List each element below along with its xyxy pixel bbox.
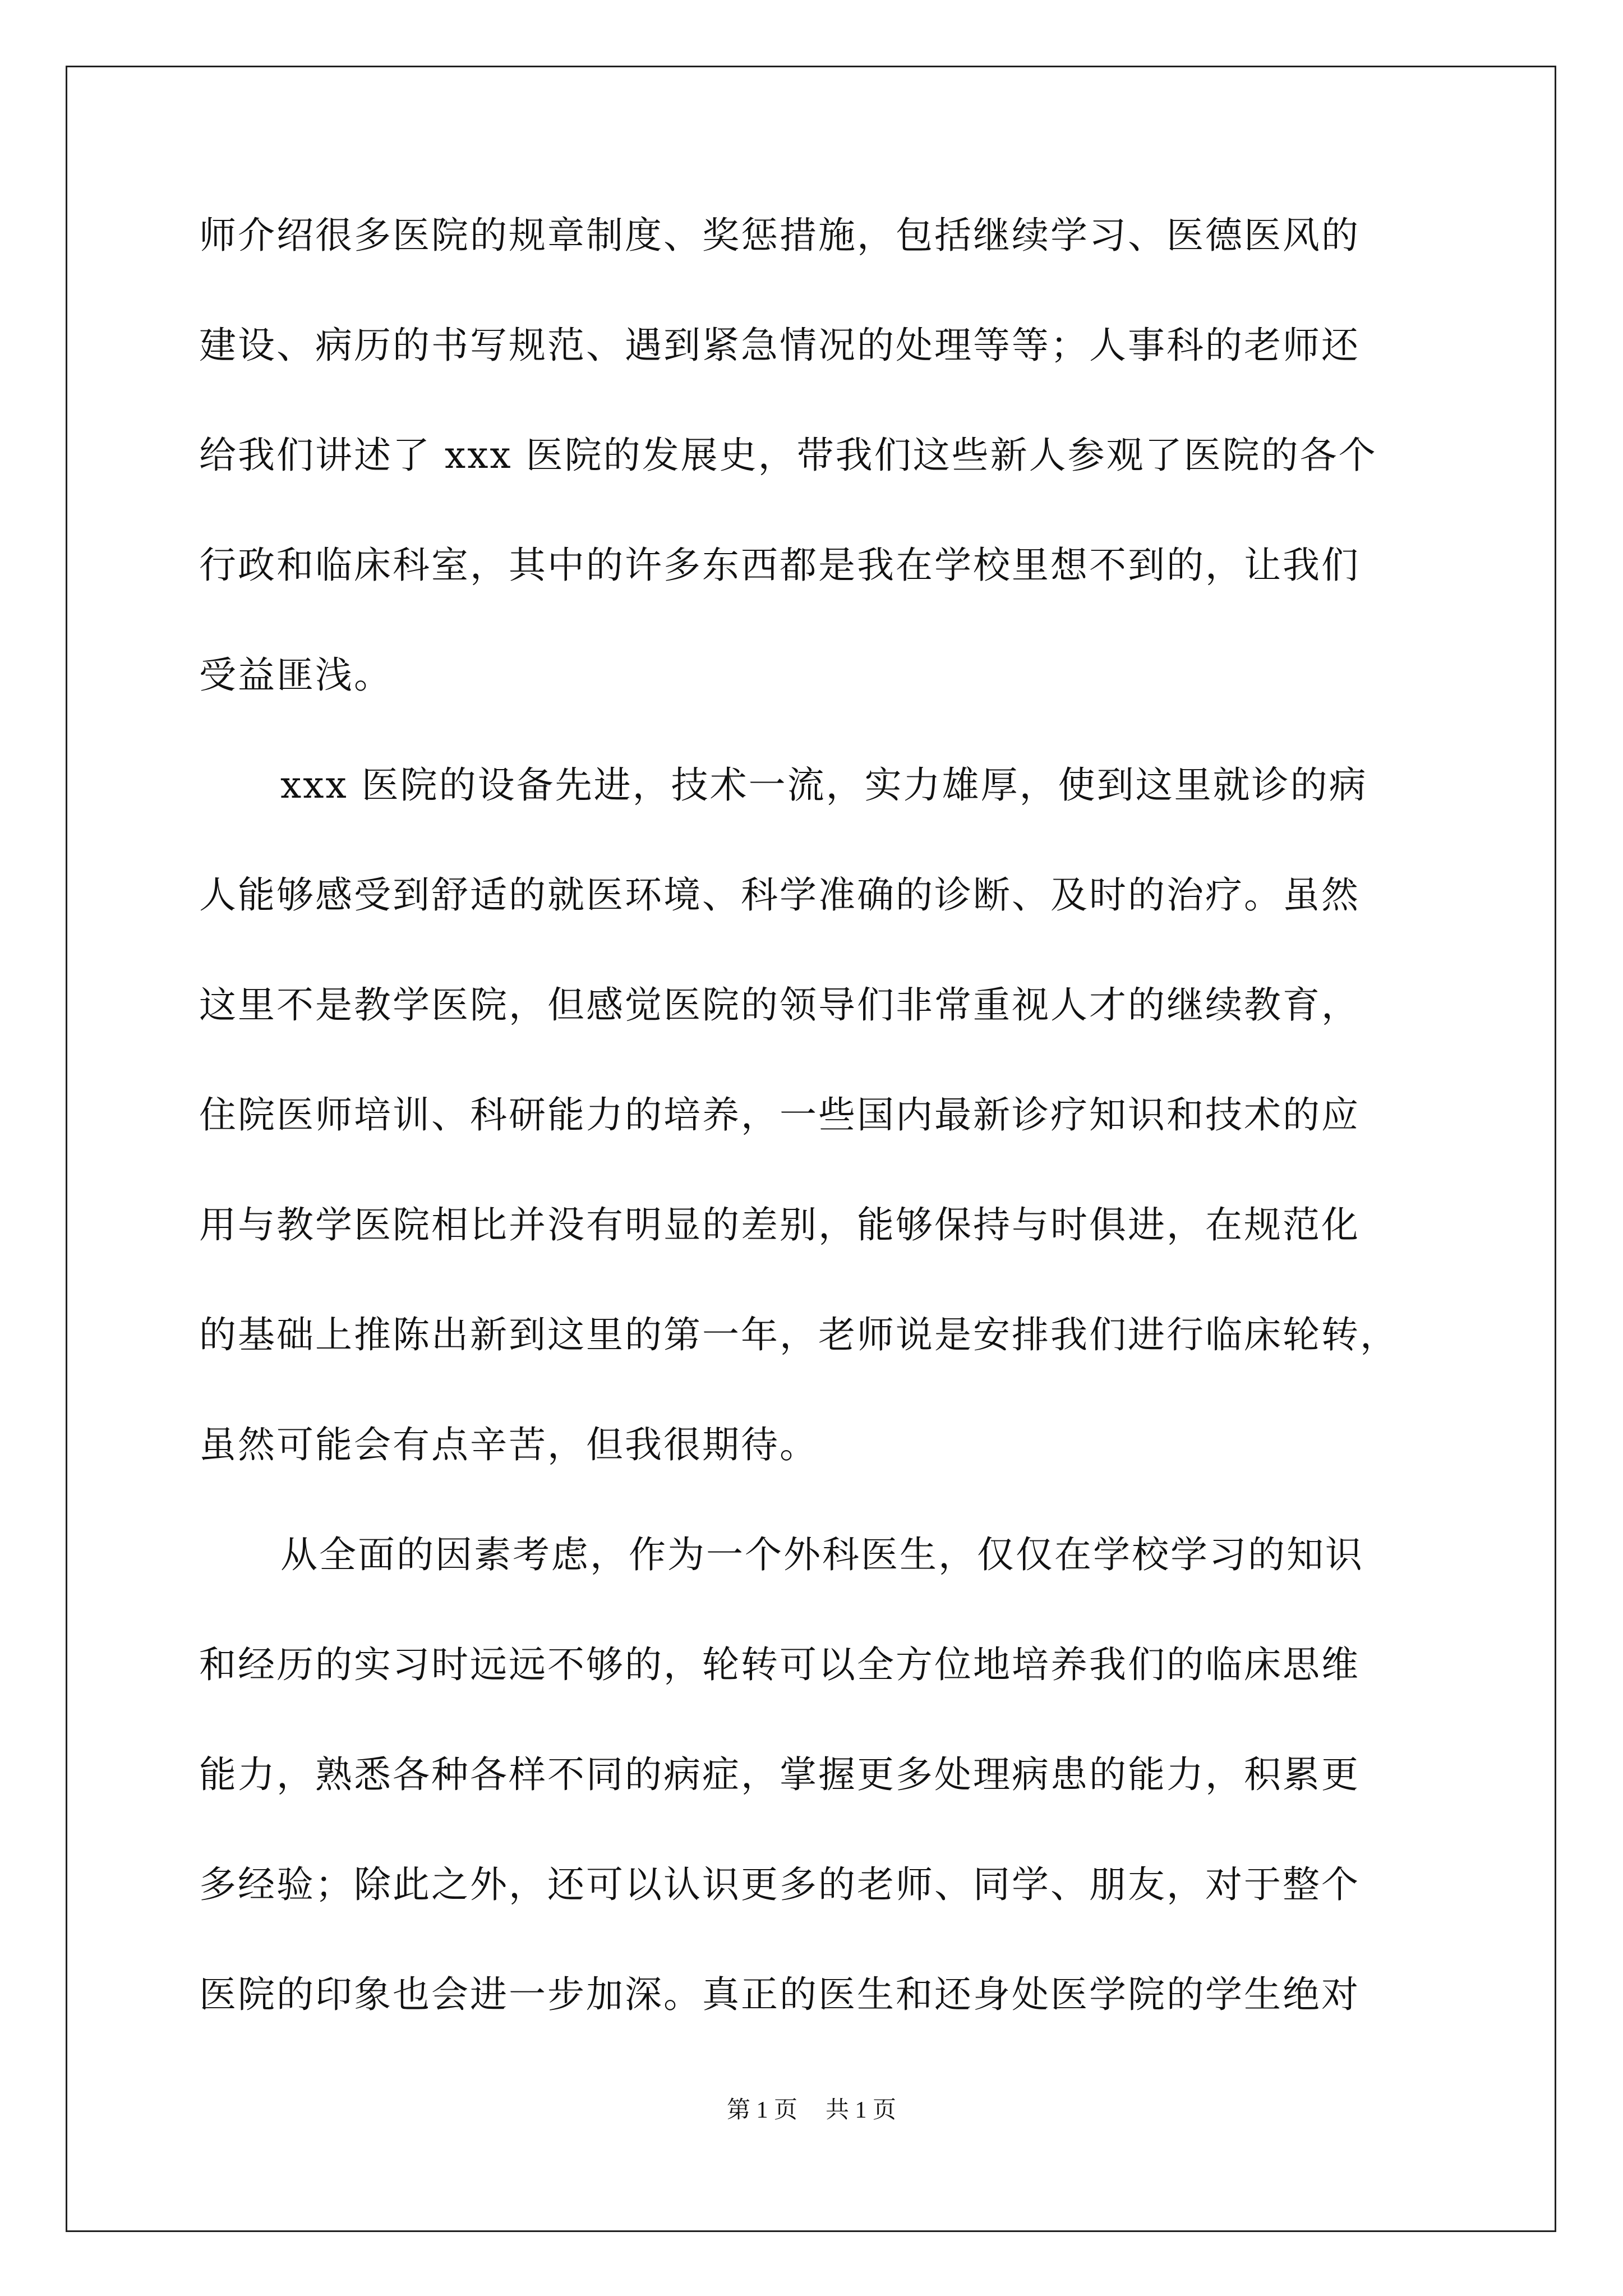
- text-line: xxx 医院的设备先进，技术一流，实力雄厚，使到这里就诊的病: [280, 763, 1368, 807]
- page-total: 共 1 页: [826, 2097, 897, 2123]
- page-footer: [0, 2091, 1623, 2125]
- text-line: 从全面的因素考虑，作为一个外科医生，仅仅在学校学习的知识: [280, 1533, 1364, 1576]
- document-body: [199, 214, 1433, 2089]
- text-line: 这里不是教学医院，但感觉医院的领导们非常重视人才的继续教育，: [199, 983, 1360, 1027]
- text-line: 医院的印象也会进一步加深。真正的医生和还身处医学院的学生绝对: [199, 1973, 1360, 2016]
- text-line: 师介绍很多医院的规章制度、奖惩措施，包括继续学习、医德医风的: [199, 214, 1360, 257]
- text-line: 行政和临床科室，其中的许多东西都是我在学校里想不到的，让我们: [199, 544, 1360, 587]
- text-line: 受益匪浅。: [199, 654, 393, 697]
- text-line: 的基础上推陈出新到这里的第一年，老师说是安排我们进行临床轮转，: [199, 1313, 1399, 1356]
- text-line: 虽然可能会有点辛苦，但我很期待。: [199, 1423, 818, 1466]
- page-number: 第 1 页: [726, 2097, 797, 2123]
- text-line: 人能够感受到舒适的就医环境、科学准确的诊断、及时的治疗。虽然: [199, 873, 1360, 917]
- text-line: 多经验；除此之外，还可以认识更多的老师、同学、朋友，对于整个: [199, 1863, 1360, 1906]
- text-line: 给我们讲述了 xxx 医院的发展史，带我们这些新人参观了医院的各个: [199, 434, 1377, 477]
- text-line: 住院医师培训、科研能力的培养，一些国内最新诊疗知识和技术的应: [199, 1093, 1360, 1137]
- text-line: 能力，熟悉各种各样不同的病症，掌握更多处理病患的能力，积累更: [199, 1753, 1360, 1796]
- text-line: 建设、病历的书写规范、遇到紧急情况的处理等等；人事科的老师还: [199, 324, 1360, 367]
- text-line: 用与教学医院相比并没有明显的差别，能够保持与时俱进，在规范化: [199, 1203, 1360, 1246]
- text-line: 和经历的实习时远远不够的，轮转可以全方位地培养我们的临床思维: [199, 1643, 1360, 1686]
